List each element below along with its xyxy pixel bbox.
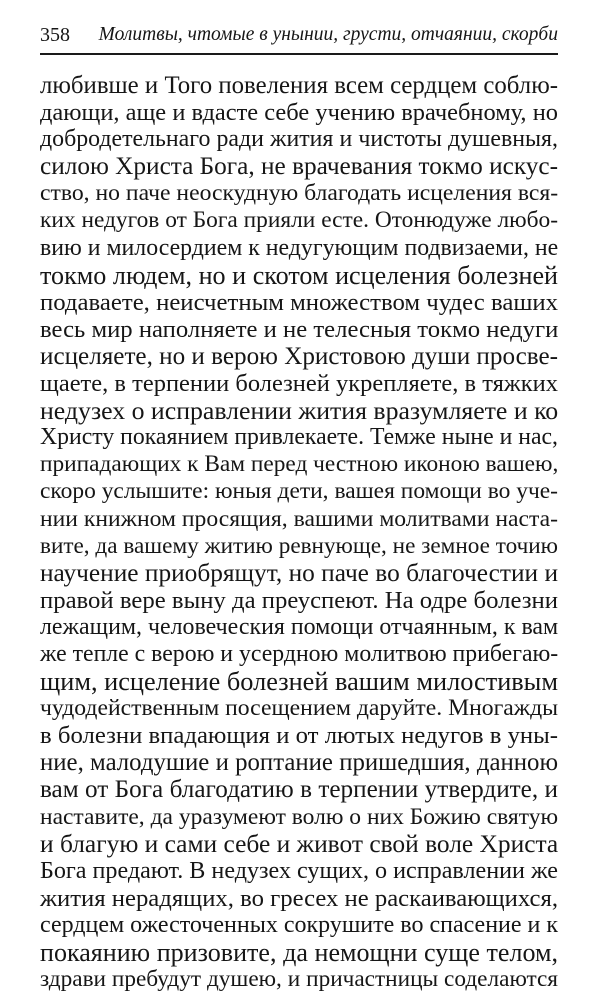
text-line: недузех о исправлении жития вразумляете и ко — [40, 396, 559, 426]
text-line: вите, да вашему житию ревнующе, не земное точию — [40, 532, 558, 559]
text-line: добродетельнаго ради жития и чистоты душевныя, — [40, 126, 558, 153]
text-line: Христу покаянием привлекаете. Темже ныне и нас, — [40, 424, 558, 451]
text-line: покаянию призовите, да немощни суще телом, — [40, 938, 558, 967]
body-text — [40, 72, 558, 993]
text-line: скоро услышите: юныя дети, вашея помощи во уче- — [40, 478, 558, 505]
text-line: дающи, аще и вдасте себе учению врачебному, но — [40, 99, 558, 127]
text-line: ство, но паче неоскудную благодать исцеления вся- — [40, 180, 559, 207]
text-line: сердцем ожесточенных сокрушите во спасение и к — [40, 911, 559, 938]
text-line: любивше и Того повеления всем сердцем соблю- — [40, 72, 558, 99]
text-line: щим, исцеление болезней вашим милостивым — [40, 667, 558, 697]
text-line: научение приобрящут, но паче во благочестии и — [40, 558, 558, 587]
text-line: жития нерадящих, во гресех не раскаивающихся, — [40, 884, 559, 912]
text-line: чудодейственным посещением даруйте. Многажды — [40, 695, 559, 722]
page-number: 358 — [40, 24, 70, 46]
text-line: ние, малодушие и роптание пришедшия, данною — [40, 749, 558, 777]
text-line: наставите, да уразумеют волю о них Божию святую — [40, 803, 558, 830]
text-line: лежащим, человеческия помощи отчаянным, к вам — [40, 613, 559, 640]
text-line: и благую и сами себе и живот свой воле Христа — [40, 829, 559, 858]
text-line: исцеляете, но и верою Христовою души просве- — [40, 342, 559, 370]
text-line: в болезни впадающия и от лютых недугов в уны- — [40, 722, 558, 750]
text-line: припадающих к Вам перед честною иконою вашею, — [40, 451, 559, 478]
text-line: вию и милосердием к недугующим подвизаеми, не — [40, 234, 559, 261]
text-line: нии книжном просящия, вашими молитвами наста- — [40, 505, 558, 532]
text-line: подаваете, неисчетным множеством чудес ваших — [40, 288, 559, 316]
text-line: токмо людем, но и скотом исцеления болезней — [40, 260, 558, 290]
text-line: Бога предают. В недузех сущих, о исправлении же — [40, 857, 558, 884]
running-title: Молитвы, чтомые в унынии, грусти, отчаянии, скорби — [98, 24, 558, 45]
text-line: ких недугов от Бога прияли есте. Отонюдуже любо- — [40, 207, 558, 234]
text-line: вам от Бога благодатию в терпении утвердите, и — [40, 776, 558, 804]
text-line: щаете, в терпении болезней укрепляете, в тяжких — [40, 370, 558, 398]
text-line: весь мир наполняете и не телесныя токмо недуги — [40, 315, 559, 343]
text-line: же тепле с верою и усердною молитвою прибегаю- — [40, 640, 559, 667]
page-header — [40, 23, 558, 55]
text-line: здрави пребудут душею, и причастницы соделаются — [40, 966, 558, 993]
text-line: правой вере выну да преуспеют. На одре болезни — [40, 586, 558, 614]
text-line: силою Христа Бога, не врачевания токмо искус- — [40, 152, 559, 181]
